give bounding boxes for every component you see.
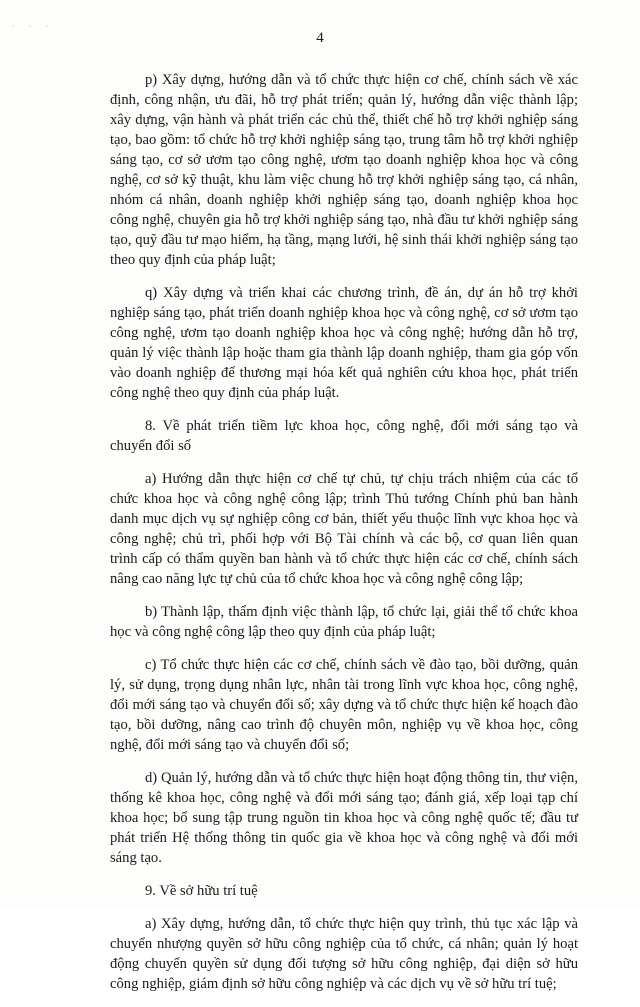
paragraph-9a: a) Xây dựng, hướng dẫn, tổ chức thực hiện quy trình, thủ tục xác lập và chuyển nhượng quyền sở hữu công nghiệp của tổ chức, cá nhân; quản lý hoạt động chuyển quyền sử dụng đối tượng sở hữu công nghiệp, đại diện sở hữu công nghiệp, giám định sở hữu công nghiệp và các dịch vụ về sở hữu trí tuệ; — [110, 916, 578, 992]
paragraph-p: p) Xây dựng, hướng dẫn và tổ chức thực hiện cơ chế, chính sách về xác định, công nhận, ưu đãi, hỗ trợ phát triển; quản lý, hướng dẫn việc thành lập; xây dựng, vận hành và phát triển các chủ thể, thiết chế hỗ trợ khởi nghiệp sáng tạo, bao gồm: tổ chức hỗ trợ khởi nghiệp sáng tạo, trung tâm hỗ trợ khởi nghiệp sáng tạo, cơ sở ươm tạo công nghệ, ươm tạo doanh nghiệp khoa học và công nghệ, cơ sở kỹ thuật, khu làm việc chung hỗ trợ khởi nghiệp sáng tạo, cá nhân, nhóm cá nhân, doanh nghiệp khởi nghiệp sáng tạo, doanh nghiệp khoa học công nghệ, chuyên gia hỗ trợ khởi nghiệp sáng tạo, nhà đầu tư khởi nghiệp sáng tạo, quỹ đầu tư mạo hiểm, hạ tầng, mạng lưới, hệ sinh thái khởi nghiệp sáng tạo theo quy định của pháp luật; — [110, 72, 578, 268]
page-number: 4 — [316, 30, 324, 46]
paragraph-q: q) Xây dựng và triển khai các chương trình, đề án, dự án hỗ trợ khởi nghiệp sáng tạo, phát triển doanh nghiệp khoa học và công nghệ, cơ sở ươm tạo công nghệ, ươm tạo doanh nghiệp khoa học và công nghệ; hướng dẫn hỗ trợ, quản lý việc thành lập hoặc tham gia thành lập doanh nghiệp, tham gia góp vốn vào doanh nghiệp để thương mại hóa kết quả nghiên cứu khoa học, phát triển công nghệ theo quy định của pháp luật. — [110, 285, 578, 401]
paragraph-8c: c) Tổ chức thực hiện các cơ chế, chính sách về đào tạo, bồi dưỡng, quản lý, sử dụng, trọng dụng nhân lực, nhân tài trong lĩnh vực khoa học, công nghệ, đổi mới sáng tạo và chuyển đổi số; xây dựng và tổ chức thực hiện kế hoạch đào tạo, bồi dưỡng, nâng cao trình độ chuyên môn, nghiệp vụ về khoa học, công nghệ, đổi mới sáng tạo và chuyển đổi số; — [110, 657, 578, 753]
section-heading-8: 8. Về phát triển tiềm lực khoa học, công nghệ, đổi mới sáng tạo và chuyển đổi số — [110, 418, 578, 454]
document-body — [110, 70, 578, 1007]
scan-specks: · · · — [12, 22, 54, 31]
section-heading-9: 9. Về sở hữu trí tuệ — [145, 883, 258, 899]
paragraph-8a: a) Hướng dẫn thực hiện cơ chế tự chủ, tự chịu trách nhiệm của các tổ chức khoa học và công nghệ công lập; trình Thủ tướng Chính phủ ban hành danh mục dịch vụ sự nghiệp công cơ bản, thiết yếu thuộc lĩnh vực khoa học và công nghệ; chủ trì, phối hợp với Bộ Tài chính và các bộ, cơ quan liên quan trình cấp có thẩm quyền ban hành và tổ chức thực hiện các cơ chế, chính sách nâng cao năng lực tự chủ của tổ chức khoa học và công nghệ công lập; — [110, 471, 578, 587]
paragraph-8d: d) Quản lý, hướng dẫn và tổ chức thực hiện hoạt động thông tin, thư viện, thống kê khoa học, công nghệ và đổi mới sáng tạo; đánh giá, xếp loại tạp chí khoa học; bổ sung tập trung nguồn tin khoa học và công nghệ quốc tế; đầu tư phát triển Hệ thống thông tin quốc gia về khoa học và công nghệ và đổi mới sáng tạo. — [110, 770, 578, 866]
paragraph-8b: b) Thành lập, thẩm định việc thành lập, tổ chức lại, giải thể tổ chức khoa học và công nghệ công lập theo quy định của pháp luật; — [110, 604, 578, 640]
